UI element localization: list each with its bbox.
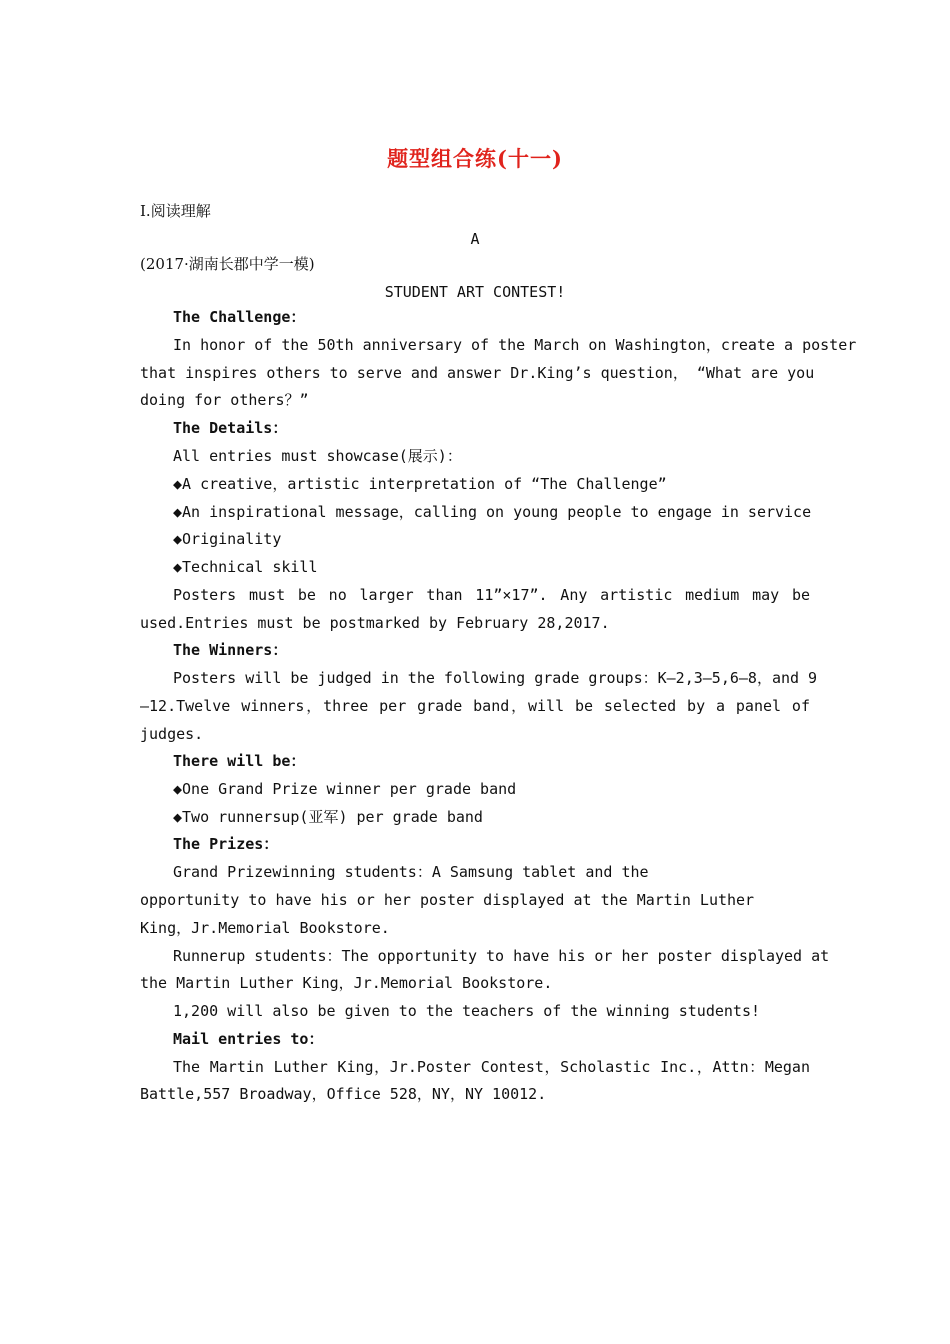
winners-line: —12.Twelve winners，three per grade band，will be selected by a panel of bbox=[140, 697, 810, 715]
prizes-heading: The Prizes： bbox=[173, 835, 279, 853]
details-bullet: ◆Technical skill bbox=[173, 558, 318, 576]
source-note: (2017·湖南长郡中学一模) bbox=[140, 255, 315, 273]
challenge-line: doing for others？” bbox=[140, 391, 309, 409]
challenge-line: that inspires others to serve and answer Dr.King’s question， “What are you bbox=[140, 364, 815, 382]
winners-line: judges. bbox=[140, 725, 204, 743]
details-intro: All entries must showcase(展示)： bbox=[173, 447, 462, 465]
there-will-be-bullet: ◆One Grand Prize winner per grade band bbox=[173, 780, 517, 798]
part-letter: A bbox=[470, 230, 480, 248]
details-line: used.Entries must be postmarked by February 28,2017. bbox=[140, 614, 610, 632]
there-will-be-heading: There will be： bbox=[173, 752, 306, 770]
mail-line: The Martin Luther King，Jr.Poster Contest，Scholastic Inc.，Attn：Megan bbox=[173, 1058, 810, 1076]
teachers-line: 1,200 will also be given to the teachers of the winning students! bbox=[173, 1002, 760, 1020]
runnerup-line: the Martin Luther King，Jr.Memorial Bookstore. bbox=[140, 974, 553, 992]
challenge-heading: The Challenge： bbox=[173, 308, 306, 326]
challenge-line: In honor of the 50th anniversary of the March on Washington，create a poster bbox=[173, 336, 857, 354]
grand-prize-line: King，Jr.Memorial Bookstore. bbox=[140, 919, 390, 937]
details-bullet: ◆An inspirational message，calling on young people to engage in service bbox=[173, 503, 812, 521]
grand-prize-line: opportunity to have his or her poster displayed at the Martin Luther bbox=[140, 891, 755, 909]
mail-line: Battle,557 Broadway，Office 528，NY，NY 10012. bbox=[140, 1085, 547, 1103]
details-bullet: ◆Originality bbox=[173, 530, 282, 548]
runnerup-line: Runnerup students：The opportunity to have his or her poster displayed at bbox=[173, 947, 830, 965]
page-title: 题型组合练(十一) bbox=[387, 146, 563, 171]
details-bullet: ◆A creative，artistic interpretation of “The Challenge” bbox=[173, 475, 667, 493]
section-label: Ⅰ.阅读理解 bbox=[140, 202, 211, 220]
grand-prize-line: Grand Prizewinning students：A Samsung tablet and the bbox=[173, 863, 649, 881]
details-line: Posters must be no larger than 11”×17”. Any artistic medium may be bbox=[173, 586, 810, 604]
passage-heading: STUDENT ART CONTEST! bbox=[384, 283, 566, 301]
there-will-be-bullet: ◆Two runnersup(亚军) per grade band bbox=[173, 808, 483, 826]
details-heading: The Details： bbox=[173, 419, 288, 437]
mail-heading: Mail entries to： bbox=[173, 1030, 324, 1048]
winners-line: Posters will be judged in the following grade groups：K—2,3—5,6—8，and 9 bbox=[173, 669, 818, 687]
winners-heading: The Winners： bbox=[173, 641, 288, 659]
